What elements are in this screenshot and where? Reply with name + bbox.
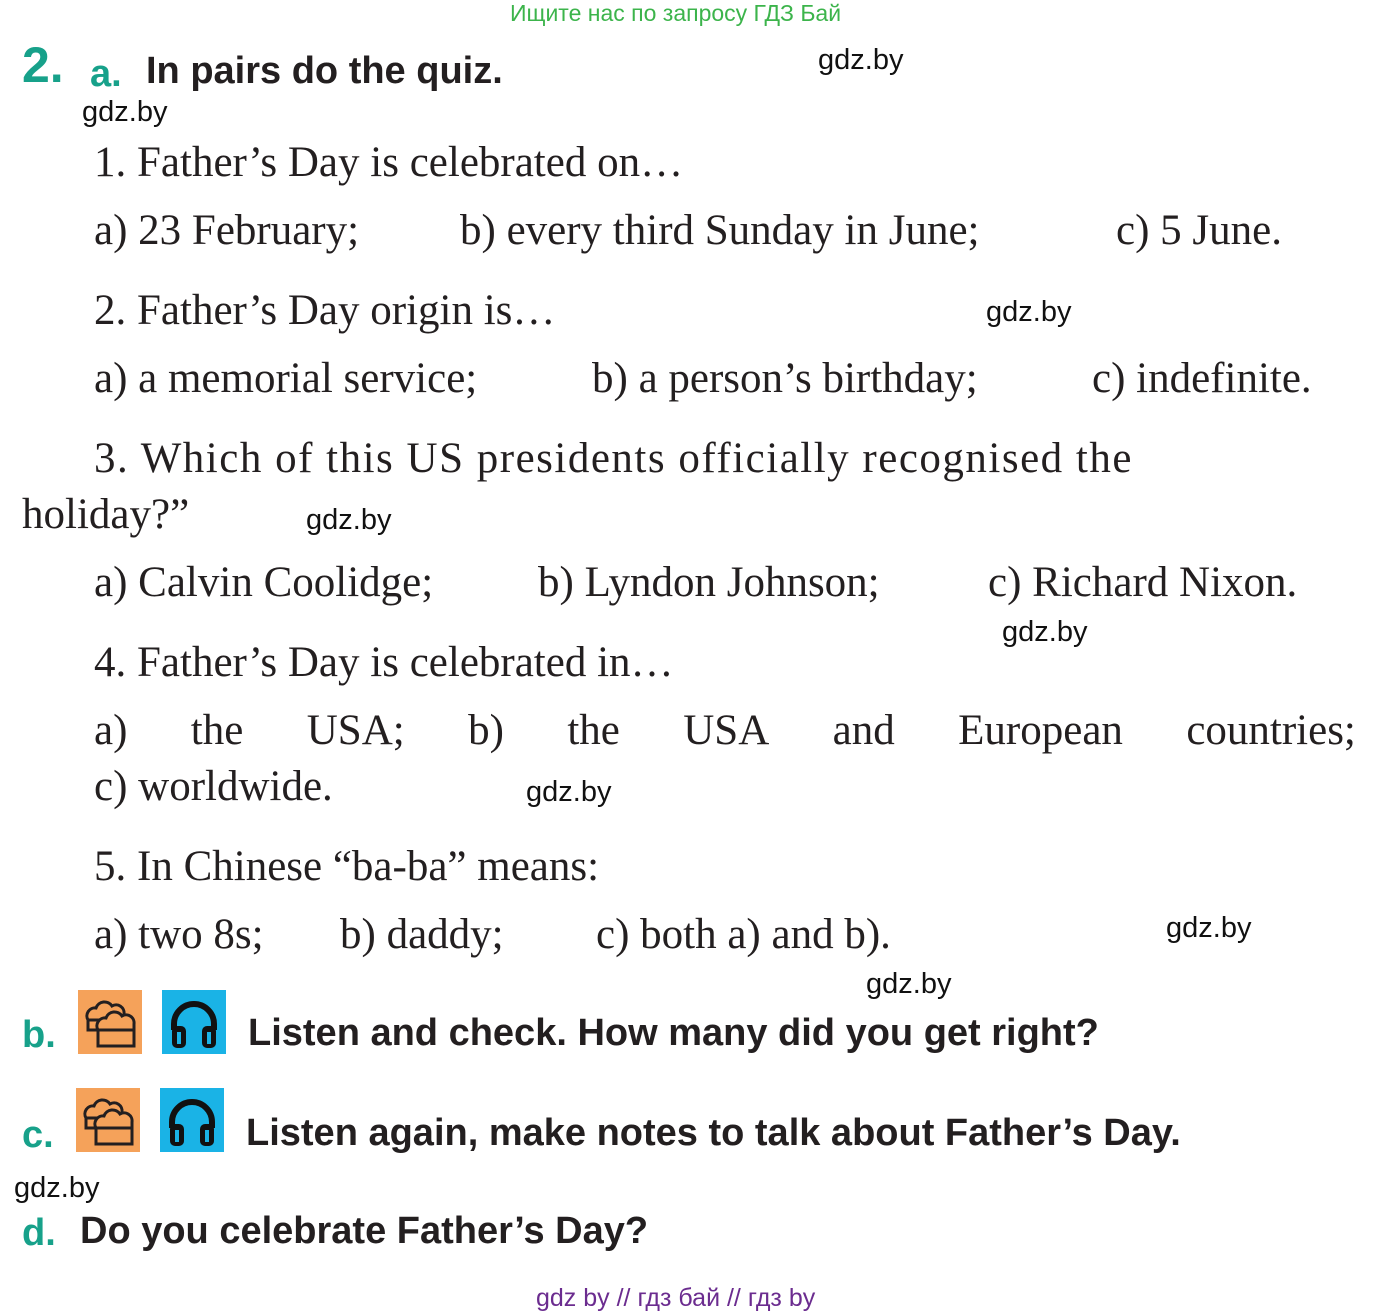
watermark: gdz.by: [818, 44, 904, 76]
q1-option-b: b) every third Sunday in June;: [460, 207, 980, 254]
q4-word: USA;: [306, 707, 405, 754]
q4-word: b): [468, 707, 504, 754]
question-3-line-1: 3. Which of this US presidents officially recognised the: [94, 435, 1133, 482]
part-b-instruction: Listen and check. How many did you get right?: [248, 1012, 1099, 1054]
question-5: 5. In Chinese “ba-ba” means:: [94, 843, 600, 890]
q4-word: and: [832, 707, 895, 754]
watermark: gdz.by: [866, 968, 952, 1000]
q4-option-c: c) worldwide.: [94, 763, 333, 810]
watermark: gdz.by: [986, 296, 1072, 328]
question-1: 1. Father’s Day is celebrated on…: [94, 139, 684, 186]
watermark: gdz.by: [14, 1172, 100, 1204]
q4-word: a): [94, 707, 128, 754]
q1-option-c: c) 5 June.: [1116, 207, 1282, 254]
pair-work-icon: [76, 1088, 140, 1152]
watermark: gdz.by: [306, 504, 392, 536]
part-a-instruction: In pairs do the quiz.: [146, 50, 503, 92]
part-c-letter: c.: [22, 1114, 54, 1156]
pair-work-icon: [78, 990, 142, 1054]
q3-option-b: b) Lyndon Johnson;: [538, 559, 880, 606]
q4-word: USA: [683, 707, 770, 754]
part-d-instruction: Do you celebrate Father’s Day?: [80, 1210, 649, 1252]
headphones-icon: [162, 990, 226, 1054]
q1-option-a: a) 23 February;: [94, 207, 360, 254]
q3-option-a: a) Calvin Coolidge;: [94, 559, 434, 606]
q4-word: the: [190, 707, 244, 754]
q4-word: the: [567, 707, 620, 754]
q4-word: European: [958, 707, 1123, 754]
watermark: gdz.by: [1002, 616, 1088, 648]
part-b-letter: b.: [22, 1014, 56, 1056]
watermark: gdz.by: [82, 96, 168, 128]
headphones-icon: [160, 1088, 224, 1152]
q3-option-c: c) Richard Nixon.: [988, 559, 1298, 606]
part-a-letter: a.: [90, 53, 122, 95]
question-3-line-2: holiday?”: [22, 491, 190, 538]
part-d-letter: d.: [22, 1212, 56, 1254]
question-2: 2. Father’s Day origin is…: [94, 287, 556, 334]
question-4: 4. Father’s Day is celebrated in…: [94, 639, 674, 686]
q5-option-b: b) daddy;: [340, 911, 504, 958]
q2-option-c: c) indefinite.: [1092, 355, 1312, 402]
q5-option-a: a) two 8s;: [94, 911, 264, 958]
watermark: gdz.by: [1166, 912, 1252, 944]
q2-option-a: a) a memorial service;: [94, 355, 478, 402]
q4-word: countries;: [1186, 707, 1356, 754]
footer-links[interactable]: gdz by // гдз бай // гдз by: [536, 1284, 816, 1312]
watermark: gdz.by: [526, 776, 612, 808]
top-banner[interactable]: Ищите нас по запросу ГДЗ Бай: [510, 0, 842, 26]
q2-option-b: b) a person’s birthday;: [592, 355, 978, 402]
q5-option-c: c) both a) and b).: [596, 911, 891, 958]
part-c-instruction: Listen again, make notes to talk about Father’s Day.: [246, 1112, 1181, 1154]
q4-options-line: [94, 706, 1356, 755]
task-number: 2.: [22, 37, 64, 93]
